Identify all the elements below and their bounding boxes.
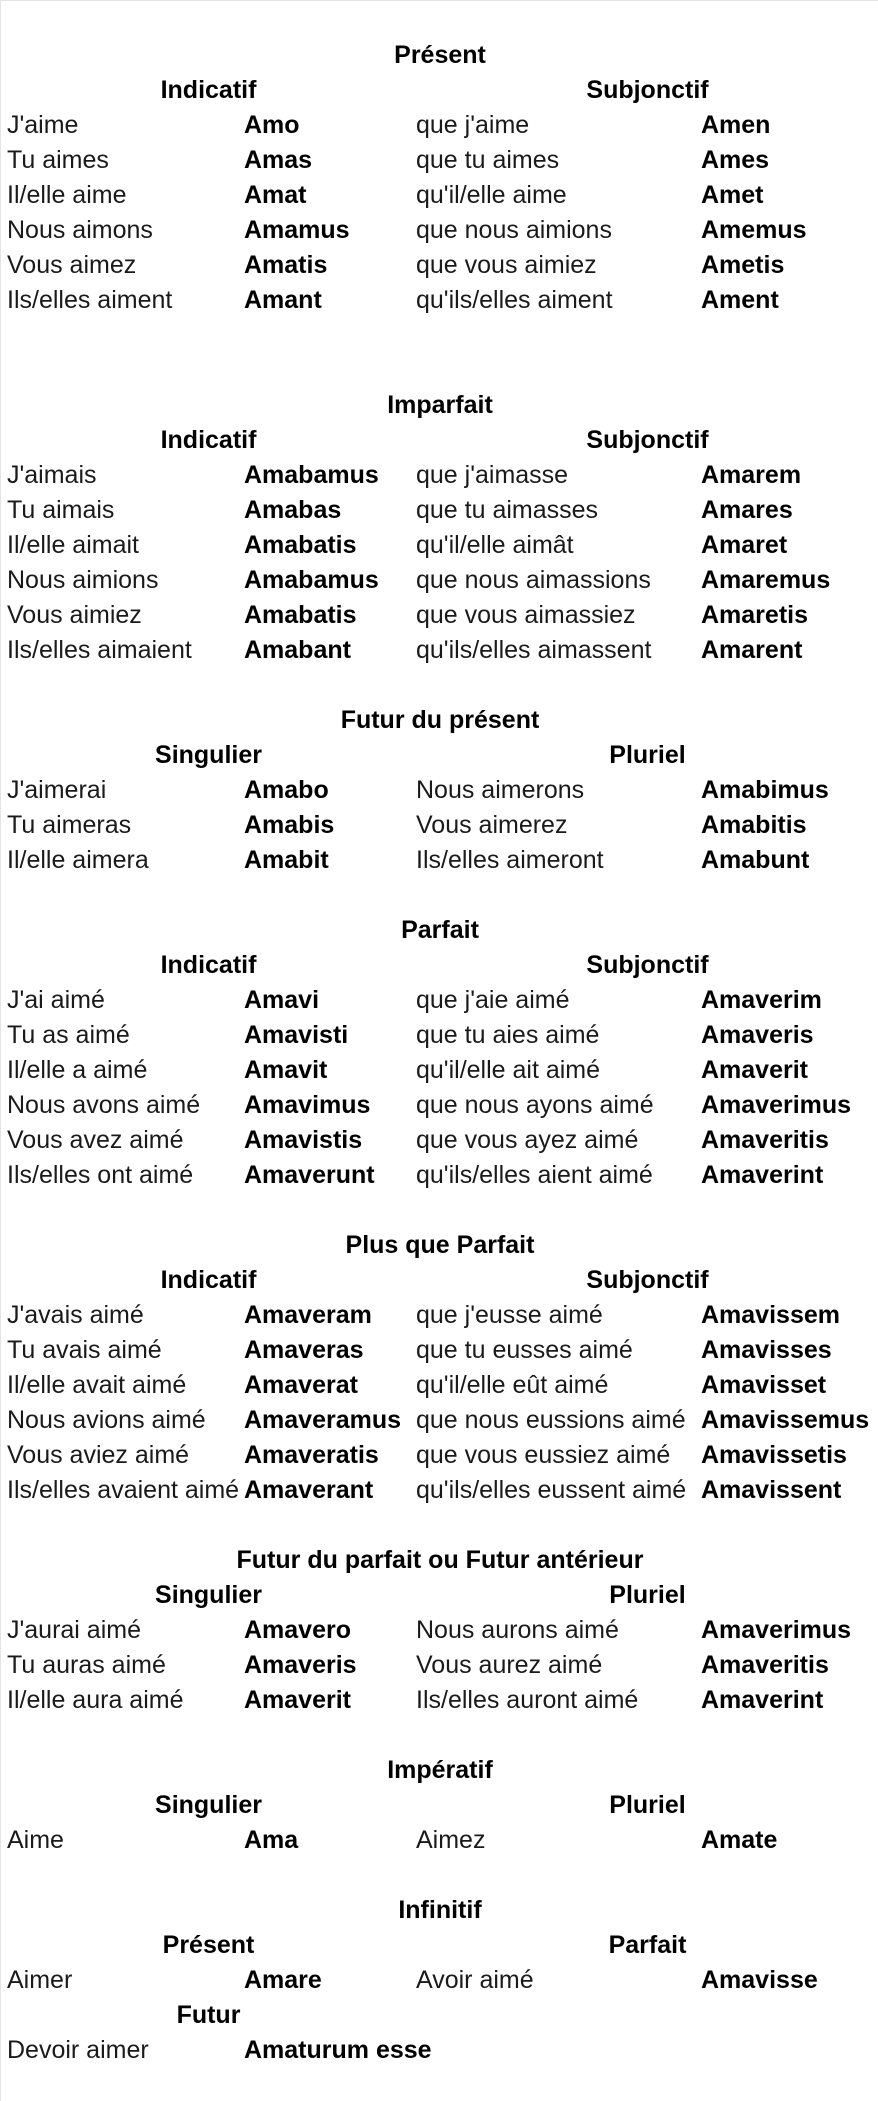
latin-left-cell: Amabis (244, 811, 335, 839)
french-right-cell: que nous ayons aimé (416, 1091, 654, 1119)
french-left-cell: Tu aimeras (7, 811, 132, 839)
latin-right-cell: Amavissem (701, 1301, 840, 1329)
french-right-cell: Vous aurez aimé (416, 1651, 603, 1679)
latin-right-cell: Amavissetis (701, 1441, 847, 1469)
conjugation-section-5 (1, 1228, 878, 1508)
latin-right-cell: Amavissemus (701, 1406, 870, 1434)
french-left-cell: Il/elle aimera (7, 846, 149, 874)
french-left-cell: Vous aimez (7, 251, 137, 279)
french-right-cell: que nous eussions aimé (416, 1406, 686, 1434)
french-right-cell: qu'ils/elles aient aimé (416, 1161, 653, 1189)
left-column-header: Indicatif (160, 426, 257, 454)
latin-right-cell: Amarent (701, 636, 803, 664)
right-column-header: Pluriel (609, 1791, 686, 1819)
latin-left-cell: Amabatis (244, 601, 357, 629)
french-left-cell: Vous aimiez (7, 601, 142, 629)
latin-right-cell: Amabitis (701, 811, 807, 839)
french-left-cell: Tu aimes (7, 146, 109, 174)
latin-right-cell: Amaveritis (701, 1651, 829, 1679)
latin-right-cell: Amaretis (701, 601, 808, 629)
latin-right-cell (701, 2033, 878, 2068)
french-right-cell: Nous aimerons (416, 776, 585, 804)
column-header-row (1, 423, 878, 458)
column-header-row (1, 1788, 878, 1823)
latin-right-cell: Amabunt (701, 846, 810, 874)
french-left-cell: J'avais aimé (7, 1301, 144, 1329)
right-column-header: Subjonctif (586, 951, 709, 979)
conjugation-row (1, 773, 878, 808)
french-right-cell (416, 2033, 701, 2068)
latin-left-cell: Amavero (244, 1616, 351, 1644)
conjugation-row (1, 1053, 878, 1088)
french-left-cell: Nous aimions (7, 566, 159, 594)
latin-right-cell: Ament (701, 286, 779, 314)
latin-left-cell: Amabas (244, 496, 342, 524)
section-title: Futur du présent (340, 706, 540, 734)
conjugation-row (1, 213, 878, 248)
left-column-header: Indicatif (160, 1266, 257, 1294)
latin-right-cell: Ametis (701, 251, 785, 279)
conjugation-row (1, 1158, 878, 1193)
latin-left-cell: Amaveris (244, 1651, 357, 1679)
left-column-header: Singulier (155, 741, 262, 769)
latin-right-cell: Amaverim (701, 986, 822, 1014)
french-left-cell: J'aurai aimé (7, 1616, 141, 1644)
right-column-header: Pluriel (609, 741, 686, 769)
french-left-cell: Aimer (7, 1966, 73, 1994)
latin-right-cell: Amavisses (701, 1336, 832, 1364)
french-left-cell: Tu aimais (7, 496, 115, 524)
latin-left-cell: Amaveras (244, 1336, 364, 1364)
left-column-header: Présent (162, 1931, 255, 1959)
conjugation-section-6 (1, 1543, 878, 1718)
conjugation-row (1, 1613, 878, 1648)
section-title-row (1, 38, 878, 73)
french-left-cell: Ils/elles ont aimé (7, 1161, 194, 1189)
latin-right-cell: Amarem (701, 461, 802, 489)
french-left-cell: J'aimerai (7, 776, 107, 804)
latin-left-cell: Amavi (244, 986, 320, 1014)
french-left-cell: Vous aviez aimé (7, 1441, 190, 1469)
conjugation-row (1, 598, 878, 633)
latin-left-cell: Amaturum esse (244, 2036, 432, 2064)
french-right-cell: Avoir aimé (416, 1966, 534, 1994)
latin-right-cell: Amavisset (701, 1371, 827, 1399)
left-column-header: Futur (176, 2001, 241, 2029)
french-right-cell: Ils/elles auront aimé (416, 1686, 639, 1714)
section-title: Parfait (401, 916, 479, 944)
latin-left-cell: Amavisti (244, 1021, 349, 1049)
latin-right-cell: Amavisse (701, 1966, 818, 1994)
french-right-cell: qu'il/elle eût aimé (416, 1371, 609, 1399)
latin-left-cell: Amaveratis (244, 1441, 379, 1469)
conjugation-row (1, 1333, 878, 1368)
french-left-cell: Vous avez aimé (7, 1126, 184, 1154)
latin-left-cell: Amabatis (244, 531, 357, 559)
conjugation-row (1, 1823, 878, 1858)
latin-left-cell: Amas (244, 146, 313, 174)
french-left-cell: Nous avons aimé (7, 1091, 201, 1119)
latin-left-cell: Amaverit (244, 1686, 351, 1714)
left-column-header: Indicatif (160, 951, 257, 979)
left-column-header: Singulier (155, 1581, 262, 1609)
section-title-row (1, 1228, 878, 1263)
latin-right-cell: Amaremus (701, 566, 831, 594)
left-column-header: Singulier (155, 1791, 262, 1819)
sections-container (1, 38, 878, 2068)
latin-left-cell: Amavimus (244, 1091, 371, 1119)
french-left-cell: Tu auras aimé (7, 1651, 166, 1679)
latin-left-cell: Amant (244, 286, 322, 314)
latin-left-cell: Amamus (244, 216, 350, 244)
latin-right-cell: Amemus (701, 216, 807, 244)
conjugation-row (1, 1403, 878, 1438)
right-column-header (416, 1998, 878, 2033)
conjugation-row (1, 108, 878, 143)
conjugation-row (1, 1298, 878, 1333)
conjugation-row (1, 1438, 878, 1473)
section-title-row (1, 1543, 878, 1578)
french-left-cell: Il/elle avait aimé (7, 1371, 187, 1399)
conjugation-row (1, 1648, 878, 1683)
french-right-cell: qu'il/elle aime (416, 181, 567, 209)
latin-left-cell: Ama (244, 1826, 299, 1854)
latin-left-cell: Amat (244, 181, 307, 209)
conjugation-row (1, 283, 878, 318)
french-right-cell: Nous aurons aimé (416, 1616, 619, 1644)
french-left-cell: Tu avais aimé (7, 1336, 162, 1364)
conjugation-section-8 (1, 1893, 878, 2068)
latin-left-cell: Amabant (244, 636, 351, 664)
french-right-cell: Ils/elles aimeront (416, 846, 604, 874)
section-title: Imparfait (387, 391, 493, 419)
french-left-cell: Ils/elles avaient aimé (7, 1476, 240, 1504)
section-title: Futur du parfait ou Futur antérieur (236, 1546, 644, 1574)
french-right-cell: que j'aime (416, 111, 530, 139)
french-left-cell: Nous aimons (7, 216, 153, 244)
conjugation-row (1, 248, 878, 283)
latin-left-cell: Amabamus (244, 461, 379, 489)
column-header-row (1, 948, 878, 983)
latin-right-cell: Amares (701, 496, 793, 524)
latin-left-cell: Amabamus (244, 566, 379, 594)
latin-left-cell: Amaverant (244, 1476, 374, 1504)
latin-left-cell: Amavit (244, 1056, 328, 1084)
column-header-row (1, 1998, 878, 2033)
french-left-cell: Ils/elles aimaient (7, 636, 192, 664)
latin-right-cell: Amaveritis (701, 1126, 829, 1154)
conjugation-section-7 (1, 1753, 878, 1858)
latin-left-cell: Amare (244, 1966, 322, 1994)
french-right-cell: que j'eusse aimé (416, 1301, 603, 1329)
latin-right-cell: Amaverimus (701, 1091, 852, 1119)
conjugation-row (1, 843, 878, 878)
column-header-row (1, 1578, 878, 1613)
latin-left-cell: Amabit (244, 846, 329, 874)
french-right-cell: que vous ayez aimé (416, 1126, 639, 1154)
french-left-cell: Il/elle aimait (7, 531, 139, 559)
french-left-cell: Ils/elles aiment (7, 286, 173, 314)
latin-right-cell: Amate (701, 1826, 778, 1854)
section-title-row (1, 388, 878, 423)
conjugation-section-2 (1, 388, 878, 668)
latin-left-cell: Amavistis (244, 1126, 363, 1154)
conjugation-row (1, 983, 878, 1018)
french-left-cell: Il/elle a aimé (7, 1056, 148, 1084)
section-title-row (1, 703, 878, 738)
french-right-cell: que vous aimiez (416, 251, 597, 279)
latin-left-cell: Amaverunt (244, 1161, 375, 1189)
right-column-header: Subjonctif (586, 1266, 709, 1294)
french-right-cell: que tu aimes (416, 146, 560, 174)
french-right-cell: que tu aies aimé (416, 1021, 600, 1049)
french-right-cell: que j'aie aimé (416, 986, 570, 1014)
french-right-cell: qu'ils/elles aimassent (416, 636, 652, 664)
french-right-cell: qu'il/elle aimât (416, 531, 574, 559)
section-title: Plus que Parfait (345, 1231, 535, 1259)
column-header-row (1, 1263, 878, 1298)
conjugation-row (1, 1963, 878, 1998)
conjugation-row (1, 2033, 878, 2068)
latin-right-cell: Amavissent (701, 1476, 842, 1504)
conjugation-row (1, 1473, 878, 1508)
latin-right-cell: Amabimus (701, 776, 829, 804)
conjugation-row (1, 458, 878, 493)
conjugation-row (1, 808, 878, 843)
french-right-cell: que vous eussiez aimé (416, 1441, 671, 1469)
latin-right-cell: Amaveris (701, 1021, 814, 1049)
latin-right-cell: Amaret (701, 531, 788, 559)
latin-right-cell: Amaverit (701, 1056, 808, 1084)
french-left-cell: Il/elle aura aimé (7, 1686, 184, 1714)
conjugation-row (1, 563, 878, 598)
french-left-cell: J'ai aimé (7, 986, 105, 1014)
section-title: Impératif (387, 1756, 493, 1784)
latin-left-cell: Amaveram (244, 1301, 372, 1329)
french-left-cell: Aime (7, 1826, 64, 1854)
latin-left-cell: Amabo (244, 776, 329, 804)
french-right-cell: qu'il/elle ait aimé (416, 1056, 601, 1084)
french-left-cell: J'aimais (7, 461, 97, 489)
column-header-row (1, 73, 878, 108)
conjugation-row (1, 1368, 878, 1403)
french-left-cell: Tu as aimé (7, 1021, 130, 1049)
section-title-row (1, 1753, 878, 1788)
conjugation-row (1, 1018, 878, 1053)
latin-left-cell: Amaverat (244, 1371, 358, 1399)
french-left-cell: Il/elle aime (7, 181, 127, 209)
french-left-cell: Devoir aimer (7, 2036, 149, 2064)
latin-right-cell: Amaverint (701, 1686, 824, 1714)
section-title: Présent (394, 41, 486, 69)
latin-right-cell: Amen (701, 111, 771, 139)
french-right-cell: que j'aimasse (416, 461, 569, 489)
french-right-cell: que nous aimassions (416, 566, 651, 594)
conjugation-row (1, 528, 878, 563)
french-right-cell: que vous aimassiez (416, 601, 636, 629)
latin-right-cell: Ames (701, 146, 770, 174)
conjugation-row (1, 143, 878, 178)
french-right-cell: que nous aimions (416, 216, 612, 244)
conjugation-row (1, 178, 878, 213)
latin-right-cell: Amaverimus (701, 1616, 852, 1644)
latin-right-cell: Amaverint (701, 1161, 824, 1189)
latin-left-cell: Amaveramus (244, 1406, 402, 1434)
conjugation-row (1, 1088, 878, 1123)
section-title: Infinitif (398, 1896, 482, 1924)
french-right-cell: Aimez (416, 1826, 486, 1854)
conjugation-section-4 (1, 913, 878, 1193)
latin-left-cell: Amo (244, 111, 300, 139)
french-left-cell: Nous avions aimé (7, 1406, 206, 1434)
latin-left-cell: Amatis (244, 251, 328, 279)
french-right-cell: qu'ils/elles aiment (416, 286, 613, 314)
conjugation-section-1 (1, 38, 878, 318)
conjugation-row (1, 1683, 878, 1718)
french-right-cell: Vous aimerez (416, 811, 568, 839)
section-title-row (1, 1893, 878, 1928)
column-header-row (1, 738, 878, 773)
conjugation-section-3 (1, 703, 878, 878)
right-column-header: Subjonctif (586, 426, 709, 454)
conjugation-row (1, 493, 878, 528)
left-column-header: Indicatif (160, 76, 257, 104)
latin-right-cell: Amet (701, 181, 764, 209)
right-column-header: Parfait (608, 1931, 687, 1959)
french-right-cell: qu'ils/elles eussent aimé (416, 1476, 687, 1504)
french-right-cell: que tu eusses aimé (416, 1336, 633, 1364)
section-title-row (1, 913, 878, 948)
french-right-cell: que tu aimasses (416, 496, 599, 524)
right-column-header: Subjonctif (586, 76, 709, 104)
conjugation-row (1, 1123, 878, 1158)
french-left-cell: J'aime (7, 111, 79, 139)
conjugation-row (1, 633, 878, 668)
column-header-row (1, 1928, 878, 1963)
right-column-header: Pluriel (609, 1581, 686, 1609)
